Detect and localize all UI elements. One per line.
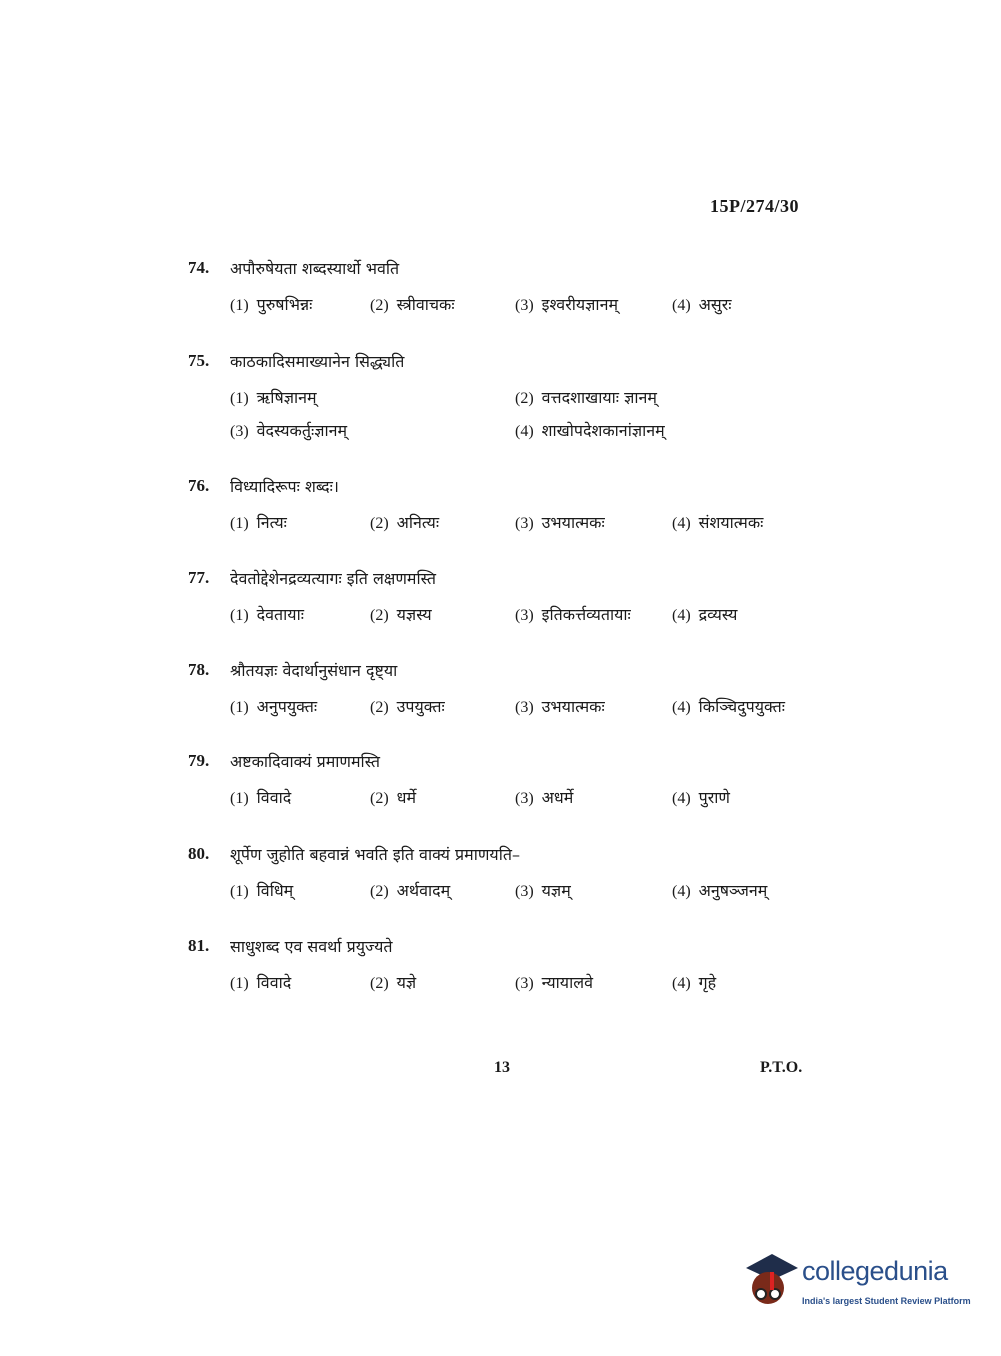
option [230, 879, 293, 901]
question-number: 78. [188, 660, 210, 679]
option [672, 879, 767, 901]
page-number: 13 [494, 1059, 510, 1076]
option [230, 511, 287, 533]
option-text: विवादे [256, 788, 292, 807]
option-text: धर्मे [396, 788, 417, 807]
option [672, 603, 737, 625]
option [515, 603, 631, 625]
option-number: (1) [230, 883, 249, 900]
pto-label: P.T.O. [760, 1059, 803, 1076]
option-text: यज्ञस्य [396, 605, 432, 624]
option-number: (2) [370, 699, 389, 716]
option [515, 786, 573, 808]
option-text: उभयात्मकः [541, 697, 605, 716]
option [230, 971, 291, 993]
option-text: उपयुक्तः [396, 697, 445, 716]
option-number: (1) [230, 390, 249, 407]
question-number: 81. [188, 936, 210, 955]
option-number: (4) [672, 790, 691, 807]
option-number: (3) [515, 790, 534, 807]
option-text: यज्ञे [396, 973, 417, 992]
option-number: (3) [515, 699, 534, 716]
option-text: द्रव्यस्य [698, 605, 738, 624]
option-text: अधर्मे [541, 788, 574, 807]
option-text: अनुपयुक्तः [256, 697, 318, 716]
option-number: (3) [515, 607, 534, 624]
option-text: ऋषिज्ञानम् [256, 388, 317, 407]
option-text: शाखोपदेशकानांज्ञानम् [541, 421, 665, 440]
option-number: (1) [230, 975, 249, 992]
option [230, 419, 347, 441]
option [672, 786, 730, 808]
option-text: न्यायालवे [541, 973, 593, 992]
option [370, 786, 416, 808]
option-text: किञ्चिदुपयुक्तः [698, 697, 785, 716]
option-text: संशयात्मकः [698, 513, 764, 532]
option-number: (4) [515, 423, 534, 440]
option-text: इतिकर्त्तव्यतायाः [541, 605, 631, 624]
option-number: (2) [515, 390, 534, 407]
option [515, 419, 665, 441]
option-text: अनित्यः [396, 513, 440, 532]
option-text: पुरुषभिन्नः [256, 295, 313, 314]
question-text: विध्यादिरूपः शब्दः। [230, 477, 339, 496]
option [515, 695, 605, 717]
option-number: (1) [230, 515, 249, 532]
question-number: 74. [188, 258, 210, 277]
option-number: (3) [515, 883, 534, 900]
option-text: वत्तदशाखायाः ज्ञानम् [541, 388, 657, 407]
option-text: अर्थवादम् [396, 881, 451, 900]
option [230, 786, 291, 808]
brand-name: collegedunia [802, 1256, 948, 1286]
option-number: (2) [370, 790, 389, 807]
option [515, 293, 618, 315]
option [515, 879, 571, 901]
option [515, 386, 657, 408]
question-text: साधुशब्द एव सवर्था प्रयुज्यते [230, 937, 393, 956]
option-text: उभयात्मकः [541, 513, 605, 532]
option-text: गृहे [698, 973, 717, 992]
option [370, 879, 450, 901]
option [672, 971, 716, 993]
option-number: (1) [230, 790, 249, 807]
option-text: नित्यः [256, 513, 287, 532]
option-number: (2) [370, 607, 389, 624]
option-text: देवतायाः [256, 605, 304, 624]
question-text: काठकादिसमाख्यानेन सिद्ध्यति [230, 352, 405, 371]
option-text: यज्ञम् [541, 881, 571, 900]
option-text: स्त्रीवाचकः [396, 295, 455, 314]
option-number: (3) [230, 423, 249, 440]
option [672, 511, 763, 533]
option-number: (3) [515, 297, 534, 314]
option-number: (4) [672, 297, 691, 314]
option-number: (4) [672, 607, 691, 624]
question-number: 80. [188, 844, 210, 863]
option-number: (2) [370, 883, 389, 900]
option [370, 511, 439, 533]
mascot-icon [742, 1250, 800, 1312]
option [672, 695, 785, 717]
option-number: (1) [230, 607, 249, 624]
option [230, 386, 317, 408]
option-number: (2) [370, 975, 389, 992]
question-number: 75. [188, 351, 210, 370]
option-text: विधिम् [256, 881, 294, 900]
collegedunia-logo [742, 1250, 972, 1314]
option [370, 293, 455, 315]
option [515, 971, 593, 993]
option-text: असुरः [698, 295, 732, 314]
option-number: (2) [370, 297, 389, 314]
option [230, 603, 304, 625]
question-text: देवतोद्देशेनद्रव्यत्यागः इति लक्षणमस्ति [230, 569, 436, 588]
option-text: अनुषञ्जनम् [698, 881, 768, 900]
brand-tagline: India's largest Student Review Platform [802, 1296, 971, 1306]
option [370, 971, 416, 993]
option-number: (2) [370, 515, 389, 532]
question-text: श्रौतयज्ञः वेदार्थानुसंधान दृष्ट्या [230, 661, 398, 680]
question-number: 77. [188, 568, 210, 587]
option-number: (1) [230, 297, 249, 314]
option-text: विवादे [256, 973, 292, 992]
option-number: (4) [672, 975, 691, 992]
option-number: (4) [672, 515, 691, 532]
option [672, 293, 731, 315]
option [370, 603, 432, 625]
question-text: शूर्पेण जुहोति बहवान्नं भवति इति वाक्यं प्रमाणयति– [230, 845, 520, 864]
question-text: अष्टकादिवाक्यं प्रमाणमस्ति [230, 752, 381, 771]
option-number: (3) [515, 515, 534, 532]
question-number: 79. [188, 751, 210, 770]
option-number: (3) [515, 975, 534, 992]
option-number: (4) [672, 699, 691, 716]
option [230, 293, 312, 315]
question-number: 76. [188, 476, 210, 495]
option [370, 695, 445, 717]
option-text: वेदस्यकर्तुःज्ञानम् [256, 421, 348, 440]
question-text: अपौरुषेयता शब्दस्यार्थो भवति [230, 259, 400, 278]
paper-code: 15P/274/30 [710, 196, 799, 216]
option [515, 511, 605, 533]
option-number: (4) [672, 883, 691, 900]
option-text: पुराणे [698, 788, 731, 807]
option [230, 695, 317, 717]
option-text: इश्वरीयज्ञानम् [541, 295, 619, 314]
option-number: (1) [230, 699, 249, 716]
